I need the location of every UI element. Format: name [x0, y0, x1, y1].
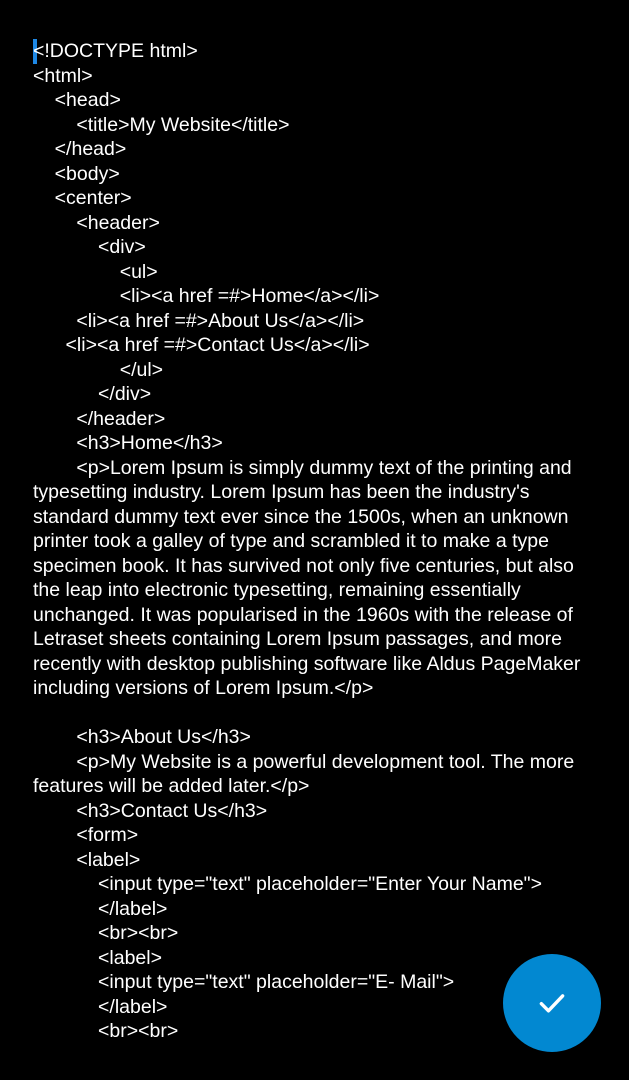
code-paragraph-line[interactable]: <p>Lorem Ipsum is simply dummy text of the printing and typesetting industry. Lorem Ipsum has been the industry's standard dummy text ever since the 1500s, when an unknown printer took a galley of type and scrambled it to make a type specimen book. It has survived not only five centuries, but also the leap into electronic typesetting, remaining essentially unchanged. It was popularised in the 1960s with the release of Letraset sheets containing Lorem Ipsum passages, and more recently with desktop publishing software like Aldus PageMaker including versions of Lorem Ipsum.</p> — [33, 456, 586, 699]
code-line[interactable]: <center> — [33, 187, 132, 209]
code-line[interactable]: </ul> — [33, 358, 164, 381]
code-line[interactable]: </head> — [33, 138, 127, 160]
code-line[interactable]: <div> — [33, 236, 146, 258]
code-line[interactable]: <input type="text" placeholder="E- Mail"> — [33, 971, 455, 993]
code-line[interactable]: <br><br> — [33, 922, 179, 944]
code-line[interactable]: <form> — [33, 824, 139, 846]
code-line[interactable]: <input type="text" placeholder="Enter Your Name"> — [33, 873, 542, 895]
code-line[interactable]: <html> — [33, 64, 93, 87]
save-fab-button[interactable] — [503, 954, 601, 1052]
code-line[interactable]: </header> — [33, 407, 166, 430]
code-line[interactable]: <header> — [33, 211, 160, 234]
code-line[interactable]: <!DOCTYPE html> — [33, 40, 198, 62]
code-line[interactable]: <h3>About Us</h3> — [33, 726, 251, 748]
code-line[interactable]: <li><a href =#>Home</a></li> — [33, 285, 380, 307]
code-line[interactable]: <label> — [33, 848, 141, 871]
code-line[interactable]: <br><br> — [33, 1020, 179, 1042]
code-line[interactable]: <li><a href =#>About Us</a></li> — [33, 309, 365, 332]
code-line[interactable]: <head> — [33, 89, 121, 111]
code-line[interactable]: </label> — [33, 995, 168, 1018]
code-paragraph-line[interactable]: <p>My Website is a powerful development tool. The more features will be added later.</p> — [33, 750, 580, 797]
code-line[interactable]: <h3>Contact Us</h3> — [33, 799, 268, 822]
code-line[interactable]: <body> — [33, 162, 120, 185]
code-line[interactable]: <h3>Home</h3> — [33, 432, 223, 454]
code-line[interactable]: <ul> — [33, 260, 158, 283]
check-icon — [535, 986, 569, 1020]
code-line[interactable]: <li><a href =#>Contact Us</a></li> — [33, 334, 370, 356]
code-line[interactable]: </div> — [33, 383, 152, 405]
code-line[interactable]: <title>My Website</title> — [33, 113, 290, 136]
code-line[interactable]: <label> — [33, 946, 162, 969]
code-line[interactable]: </label> — [33, 897, 168, 920]
